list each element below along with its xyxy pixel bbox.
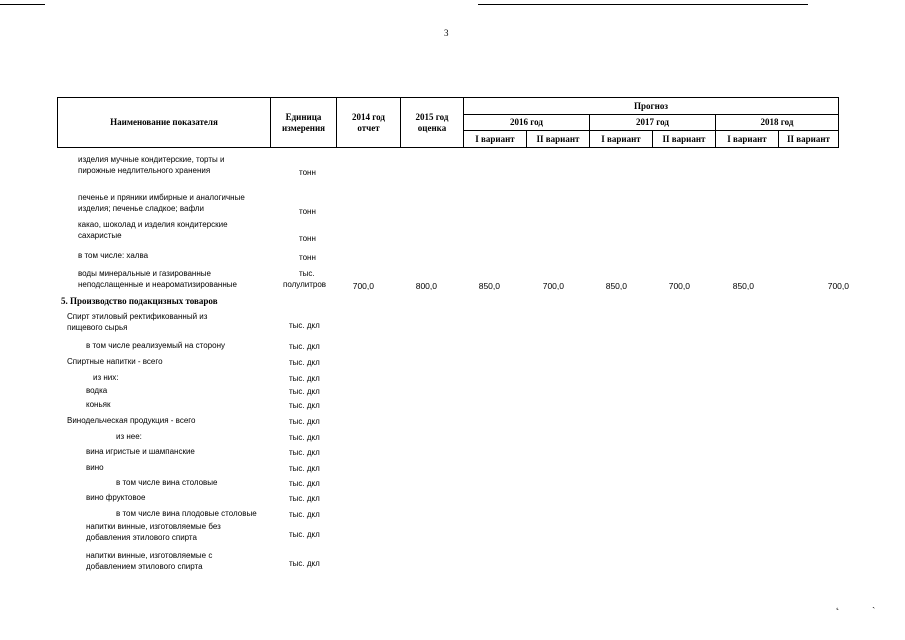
header-2014: 2014 год отчет: [337, 98, 401, 148]
page-number: 3: [444, 28, 449, 38]
header-2017: 2017 год: [590, 115, 716, 131]
header-2017-v2: II вариант: [653, 131, 716, 148]
header-2018: 2018 год: [716, 115, 839, 131]
value-2018-v1: 850,0: [732, 281, 754, 291]
header-2017-v1: I вариант: [590, 131, 653, 148]
value-2015: 800,0: [415, 281, 437, 291]
value-2017-v1: 850,0: [605, 281, 627, 291]
header-2018-v2: II вариант: [779, 131, 839, 148]
table-header: [57, 97, 839, 148]
header-name: Наименование показателя: [58, 98, 271, 148]
top-rule-right: [478, 4, 808, 5]
value-2014: 700,0: [352, 281, 374, 291]
value-2018-v2: 700,0: [827, 281, 849, 291]
header-2016: 2016 год: [464, 115, 590, 131]
value-2016-v2: 700,0: [542, 281, 564, 291]
header-forecast: Прогноз: [464, 98, 839, 115]
header-unit: Единица измерения: [271, 98, 337, 148]
value-2016-v1: 850,0: [478, 281, 500, 291]
value-2017-v2: 700,0: [668, 281, 690, 291]
header-2018-v1: I вариант: [716, 131, 779, 148]
header-2016-v2: II вариант: [527, 131, 590, 148]
scan-speck: ˎ: [872, 598, 876, 609]
scan-speck: ˛: [836, 600, 840, 611]
top-rule-left: [0, 4, 45, 5]
header-2015: 2015 год оценка: [401, 98, 464, 148]
header-2016-v1: I вариант: [464, 131, 527, 148]
